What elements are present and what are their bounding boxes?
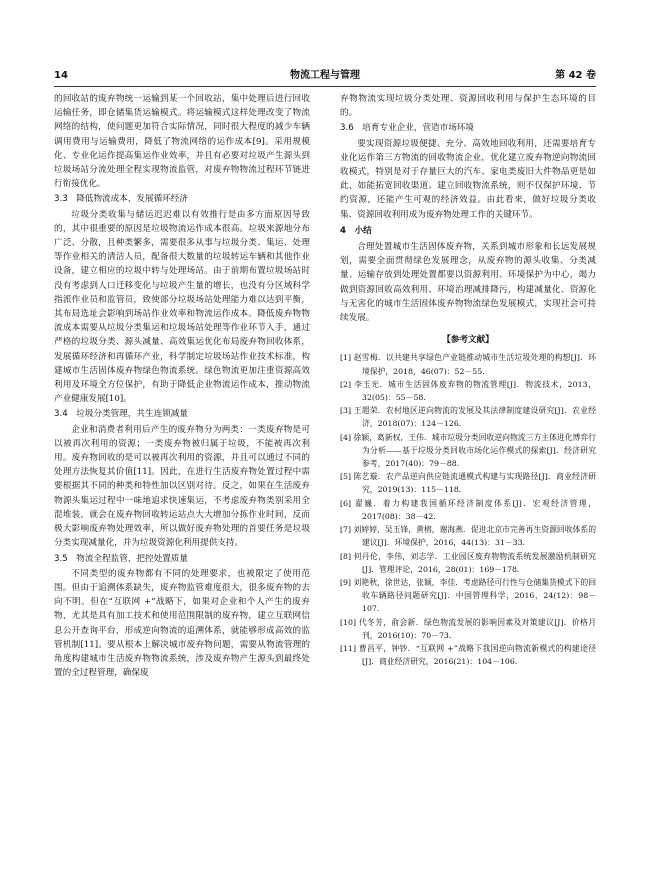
section-heading: 4 小结 [340,225,372,236]
paragraph: 要实现资源垃圾便捷、充分、高效地回收利用，还需要培育专业化运作第三方物流的回收物流企业，优化建立废弃物逆向物流回收模式，特别是对于存量巨大的汽车、家电类废旧大件物品更是如此，如能拓宽回收渠道、建立回收物流系统，则不仅保护环境、节约资源，还能产生可观的经济效益。由此看来，做好垃圾分类收集、资源回收利用成为废弃物处理工作的关键环节。 [340,138,596,220]
reference-item: [10] 代冬芳，俞会新．绿色物流发展的影响因素及对策建议[J]．价格月刊，2016(10)：70－73． [340,617,596,640]
paragraph: 的回收站的废弃物统一运输到某一个回收站，集中处理后进行回收运输任务，即仓储集货运输模式。将运输模式这样处理改变了物流网络的结构，使问题更加符合实际情况，同时很大程度的减少车辆调用费用与运输费用，降低了物流网络的运作成本[9]。采用规模化、专业化运作提高集运作业效率，并且有必要对垃圾产生源头到垃圾场站分流处理全程实现物流监管，对废弃物物流过程环节链进行衔接优化。 [54,94,310,190]
left-column [54,92,310,680]
paragraph: 企业和消费者利用后产生的废弃物分为两类：一类废弃物是可以被再次利用的资源；一类废弃物被归属于垃圾，不能被再次利用。废弃物回收的是可以被再次利用的资源，并且可以通过不同的处理方法恢复其价值[11]。因此，在进行生活废弃物处置过程中需要根据其不同的种类和特性加以区别对待。反之，如果在生活废弃物源头集运过程中一味地追求快速集运，不考虑废弃物类别采用全混堆装，就会在废弃物回收转运站点大大增加分拣作业时间，反而极大影响废弃物处理效率，所以做好废弃物处理的首要任务是垃圾分类实现减量化，并为垃圾资源化利用提供支持。 [54,424,310,549]
reference-item: [9] 刘艳秋，徐世达，张颖，李佳．考虑路径可行性与仓储集货模式下的回收车辆路径问题研究[J]．中国管理科学，2016，24(12)：98－107． [340,577,596,614]
reference-item: [7] 刘婷婷，吴玉锋，黄榕，谢海燕．促进北京市完善再生资源回收体系的建议[J]．环境保护，2016，44(13)：31－33． [340,525,596,548]
paragraph: 合理处置城市生活固体废弃物，关系到城市形象和长远发展规划，需要全面贯彻绿色发展理念，从废弃物的源头收集、分类减量、运输存放到处理处置都要以资源利用、环境保护为中心，竭力做到资源回收高效利用、环境治理减排降污，构建减量化、资源化与无害化的城市生活固体废弃物物流绿色发展模式，实现社会可持续发展。 [340,242,596,324]
section-heading: 3.5 物流全程监管，把控处置质量 [54,553,188,564]
reference-item: [6] 翟巍．着力构建我国循环经济制度体系[J]．宏观经济管理，2017(08)：38－42． [340,498,596,521]
right-column [340,92,596,668]
reference-item: [1] 赵雪梅．以共建共享绿色产业链推动城市生活垃圾处理的构想[J]．环境保护，2018，46(07)：52－55． [340,353,596,376]
journal-title: 物流工程与管理 [290,70,360,81]
reference-item: [3] 王超荣．农村地区逆向物流的发展及其法律制度建设研究[J]．农业经济，2018(07)：124－126． [340,406,596,429]
header-rule [54,86,596,87]
reference-item: [8] 何丹伦，李伟，刘志学．工业园区废弃物物流系统发展激励机制研究[J]．管理评论，2016，28(01)：169－178． [340,551,596,574]
paragraph: 垃圾分类收集与储运迟迟难以有效推行是由多方面原因导致的，其中很重要的原因是垃圾物流运作成本很高。垃圾来源地分布广泛、分散，且种类繁多，需要很多从事与垃圾分类、集运、处理等作业相关的清洁人员，配备很大数量的垃圾转运车辆和其他作业设备，建立相应的垃圾中转与处理场站。由于前期布置垃圾场站时没有考虑到人口迁移变化与垃圾产生量的增长，也没有分区域科学指派作业员和监管员，致使部分垃圾场站处理能力难以达到平衡，其布局选址会影响到场站作业效率和物流运作成本。降低废弃物物流成本需要从垃圾分类集运和垃圾场站处理等作业环节入手，通过严格的垃圾分类、源头减量、高效集运优化布局废弃物回收体系，发展循环经济和再循环产业，科学制定垃圾场站作业技术标准，构建城市生活固体废弃物绿色物流系统。绿色物流更加注重资源高效利用及环境全方位保护，有助于降低企业物流运作成本，推动物流产业健康发展[10]。 [54,209,310,405]
reference-item: [11] 曹昌平，钟钞．“互联网 +”战略下我国逆向物流新模式的构建途径[J]．商业经济研究，2016(21)：104－106． [340,643,596,667]
reference-item: [2] 李玉光．城市生活固体废弃物的物流管理[J]．物流技术，2013，32(05)：55－58． [340,379,596,403]
references-title: 【参考文献】 [442,335,494,346]
section-heading: 3.3 降低物流成本，发展循环经济 [54,194,188,205]
page-number: 14 [54,70,68,81]
paragraph: 不同类型的废弃物都有不同的处理要求，也被限定了使用范围。但由于追溯体系缺失，废弃物监管难度很大，很多废弃物的去向不明。但在“互联网 +”战略下，如果对企业和个人产生的废弃物，尤其是具有加工技术和使用范围限制的废弃物，建立互联网信息公开查询平台，形成逆向物流的追溯体系，就能够形成高效的监管机制[11]。要从根本上解决城市废弃物问题，需要从物流管理的角度构建城市生活废弃物物流系统，涉及废弃物产生源头到最终处置的全过程管理，确保废 [54,568,310,679]
running-header [54,68,596,84]
reference-item: [4] 徐颖，葛新权，王伟．城市垃圾分类回收逆向物流三方主体进化博弈行为分析——基于垃圾分类回收市场化运作模式的探索[J]．经济研究参考，2017(40)：79－88． [340,432,596,469]
volume-label: 第 42 卷 [555,70,596,81]
section-heading: 3.6 培育专业企业，营造市场环境 [340,123,474,134]
reference-item: [5] 陈艺璇．农产品逆向供应链流通模式构建与实现路径[J]．商业经济研究，2019(13)：115－118． [340,472,596,495]
paragraph: 弃物物流实现垃圾分类处理、资源回收利用与保护生态环境的目的。 [340,94,596,119]
section-heading: 3.4 垃圾分类管理，共生连锁减量 [54,409,188,420]
